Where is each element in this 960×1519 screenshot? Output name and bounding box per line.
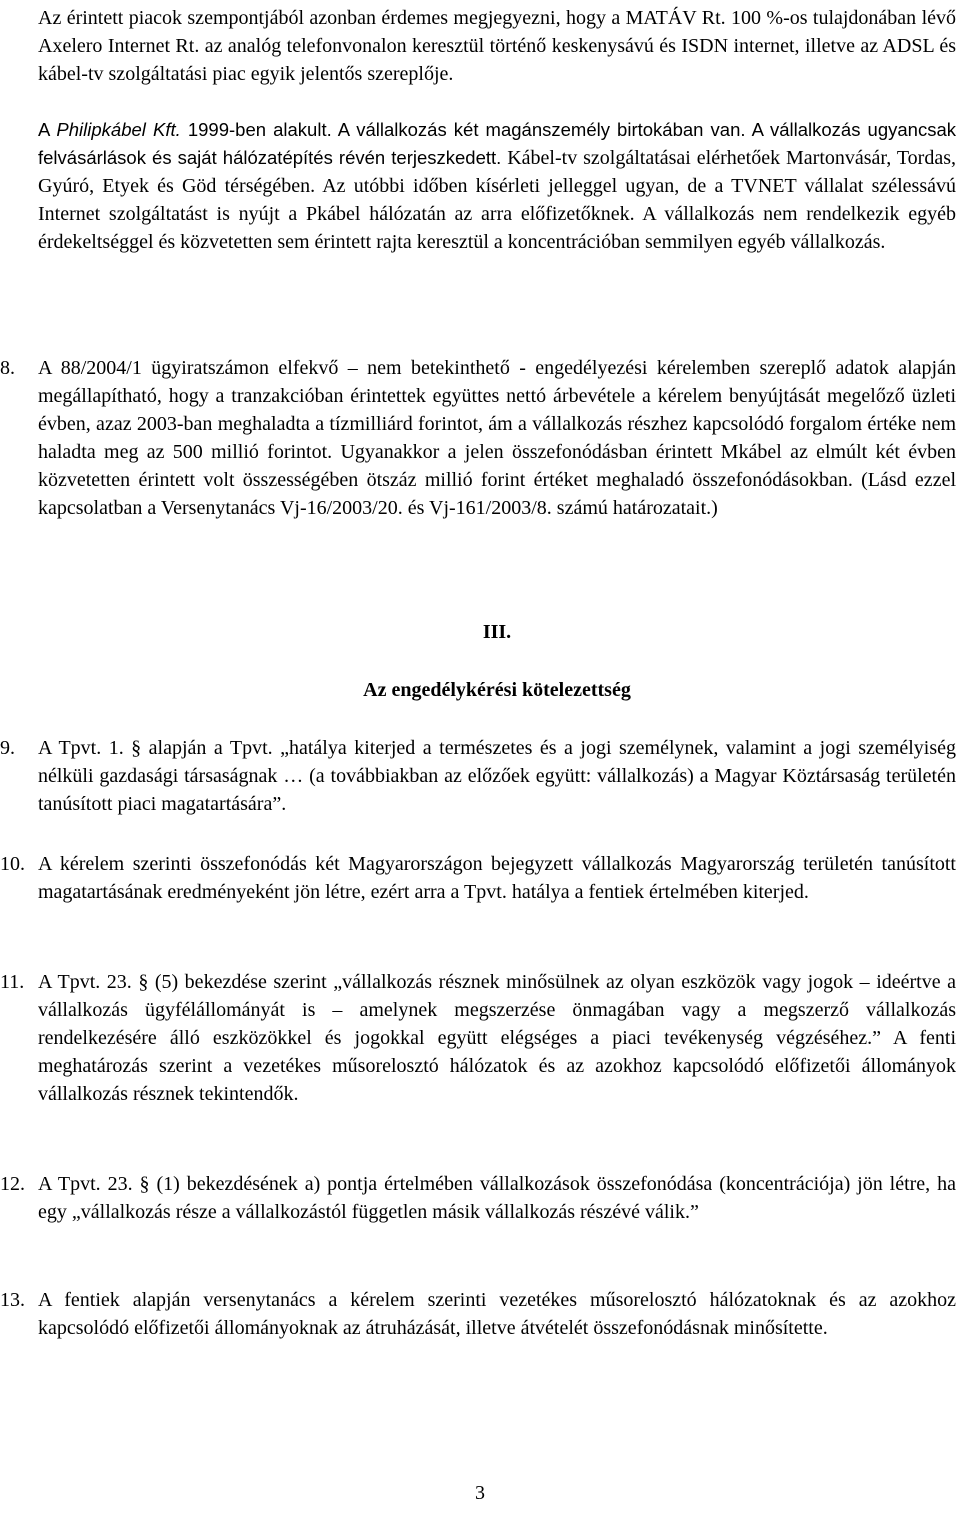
paragraph-text: A fentiek alapján versenytanács a kérelem szerinti vezetékes műsorelosztó hálózatoknak és az azokhoz kapcsolódó előfizetői állományoknak az átruházását, illetve átvételét összefonódásnak minősítette.: [38, 1289, 956, 1339]
philipkabel-paragraph: [38, 116, 956, 256]
paragraph-number: 11.: [0, 971, 25, 993]
paragraph-text: A 88/2004/1 ügyiratszámon elfekvő – nem betekinthető - engedélyezési kérelemben szereplő adatok alapján megállapítható, hogy a tranzakcióban érintettek együttes nettó árbevétele a kérelem benyújtását megelőző üzleti évben, azaz 2003-ban meghaladta a tízmilliárd forintot, ám a vállalkozás részhez kapcsolódó forgalom értéke nem haladta meg az 500 millió forintot. Ugyanakkor a jelen összefonódásban érintett Mkábel az elmúlt két évben közvetetten érintett volt összességében ötszáz millió forint értéket meghaladó összefonódásokban. (Lásd ezzel kapcsolatban a Versenytanács Vj-16/2003/20. és Vj-161/2003/8. számú határozatait.): [38, 357, 956, 519]
intro-paragraph: [38, 4, 956, 88]
philipkabel-prefix: A: [38, 119, 57, 140]
paragraph-10: [0, 850, 956, 906]
paragraph-8: [0, 354, 956, 522]
paragraph-number: 8.: [0, 357, 15, 379]
paragraph-13: [0, 1286, 956, 1342]
paragraph-number: 9.: [0, 737, 15, 759]
paragraph-number: 13.: [0, 1289, 25, 1311]
page-number: 3: [475, 1482, 485, 1504]
philipkabel-rest: 1999-ben alakult. A vállalkozás két magánszemély birtokában van. A vállalkozás ugyancsak felvásárlások és saját hálózatépítés révén terjeszkedett.: [38, 119, 956, 168]
paragraph-number: 10.: [0, 853, 25, 875]
section-title: Az engedélykérési kötelezettség: [363, 679, 631, 701]
section-roman-numeral: III.: [482, 621, 512, 643]
intro-text: Az érintett piacok szempontjából azonban érdemes megjegyezni, hogy a MATÁV Rt. 100 %-os tulajdonában lévő Axelero Internet Rt. az analóg telefonvonalon keresztül történő keskenysávú és ISDN internet, illetve az ADSL és kábel-tv szolgáltatási piac egyik jelentős szereplője.: [38, 7, 956, 85]
philipkabel-name: Philipkábel Kft.: [56, 119, 181, 140]
paragraph-12: [0, 1170, 956, 1226]
paragraph-text: A Tpvt. 23. § (5) bekezdése szerint „vállalkozás résznek minősülnek az olyan eszközök vagy jogok – ideértve a vállalkozás ügyfélállományát is – amelynek megszerzése önmagában vagy a megszerző vállalkozás rendelkezésére álló eszközökkel és jogokkal együtt elégséges a piaci tevékenység végzéséhez.” A fenti meghatározás szerint a vezetékes műsorelosztó hálózatok és az azokhoz kapcsolódó előfizetői állományok vállalkozás résznek tekintendők.: [38, 971, 956, 1105]
paragraph-text: A kérelem szerinti összefonódás két Magyarországon bejegyzett vállalkozás Magyarország területén tanúsított magatartásának eredményeként jön létre, ezért arra a Tpvt. hatálya a fentiek értelmében kiterjed.: [38, 853, 956, 903]
paragraph-9: [0, 734, 956, 818]
paragraph-text: A Tpvt. 23. § (1) bekezdésének a) pontja értelmében vállalkozások összefonódása (koncentrációja) jön létre, ha egy „vállalkozás része a vállalkozástól független másik vállalkozás részévé válik.”: [38, 1173, 956, 1223]
paragraph-text: A Tpvt. 1. § alapján a Tpvt. „hatálya kiterjed a természetes és a jogi személynek, valamint a jogi személyiség nélküli gazdasági társaságnak … (a továbbiakban az előzőek együtt: vállalkozás) a Magyar Köztársaság területén tanúsított piaci magatartására”.: [38, 737, 956, 815]
philipkabel-serif-text: Kábel-tv szolgáltatásai elérhetőek Martonvásár, Tordas, Gyúró, Etyek és Göd térségében. Az utóbbi időben kísérleti jelleggel ugyan, de a TVNET vállalat szélessávú Internet szolgáltatást is nyújt a Pkábel hálózatán az arra előfizetőknek. A vállalkozás nem rendelkezik egyéb érdekeltséggel és közvetetten sem érintett rajta keresztül a koncentrációban semmilyen egyéb vállalkozás.: [38, 147, 956, 253]
paragraph-number: 12.: [0, 1173, 25, 1195]
paragraph-11: [0, 968, 956, 1108]
